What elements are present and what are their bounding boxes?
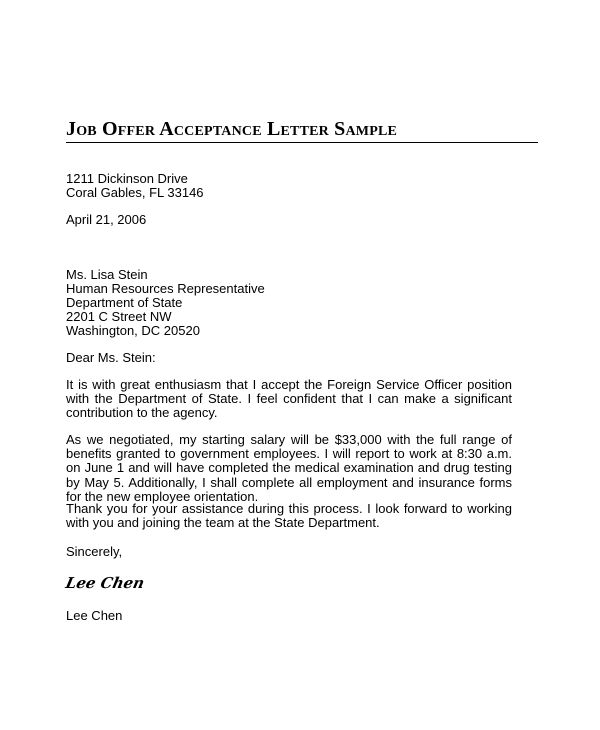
title-underline [66, 142, 538, 143]
recipient-city: Washington, DC 20520 [66, 323, 200, 338]
body-paragraph-3: Thank you for your assistance during this process. I look forward to working with you and joining the team at the State Department. [66, 501, 512, 531]
closing: Sincerely, [66, 544, 123, 559]
recipient-title: Human Resources Representative [66, 281, 265, 296]
sender-street: 1211 Dickinson Drive [66, 171, 188, 186]
body-paragraph-2: As we negotiated, my starting salary will be $33,000 with the full range of benefits granted to government employees. I will report to work at 8:30 a.m. on June 1 and will have completed the medical examination and drug testing by May 5. Additionally, I shall complete all employment and insurance forms for the new employee orientation. [66, 432, 512, 504]
body-paragraph-1: It is with great enthusiasm that I accept the Foreign Service Officer position with the Department of State. I feel confident that I can make a significant contribution to the agency. [66, 377, 512, 421]
sender-city: Coral Gables, FL 33146 [66, 185, 204, 200]
letter-date: April 21, 2006 [66, 212, 147, 227]
recipient-street: 2201 C Street NW [66, 309, 172, 324]
recipient-name: Ms. Lisa Stein [66, 267, 148, 282]
handwritten-signature: Lee Chen [64, 574, 147, 592]
salutation: Dear Ms. Stein: [66, 350, 156, 365]
recipient-department: Department of State [66, 295, 183, 310]
signer-name: Lee Chen [66, 608, 123, 623]
letter-title: Job Offer Acceptance Letter Sample [66, 118, 398, 140]
